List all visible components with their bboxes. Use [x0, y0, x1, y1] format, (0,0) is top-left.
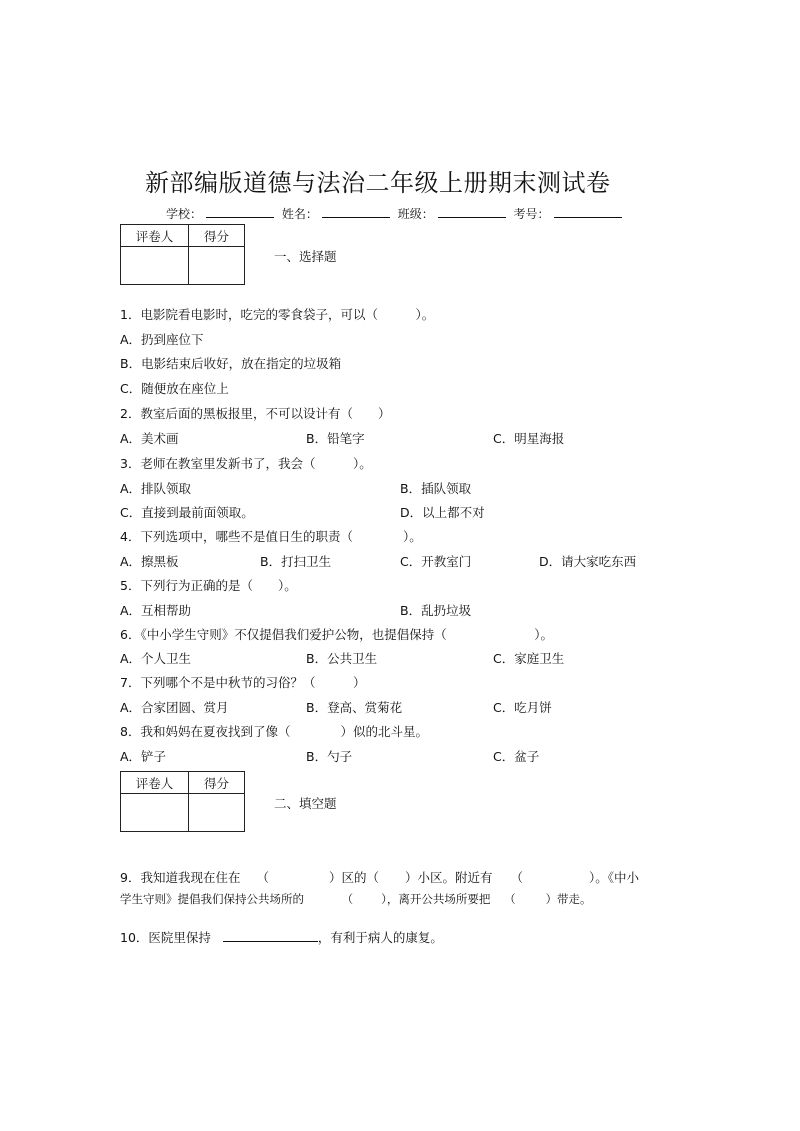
q7-stem: 7．下列哪个不是中秋节的习俗？（ ） [120, 675, 366, 690]
q10-blank[interactable] [223, 929, 318, 942]
q9-line1 [120, 868, 639, 886]
section-two-title: 二、填空题 [274, 796, 337, 811]
info-line [166, 205, 626, 222]
q8-option-c: C．盆子 [493, 749, 540, 764]
q4-option-b: B．打扫卫生 [260, 554, 332, 569]
score-cell[interactable] [189, 247, 245, 285]
q7-option-c: C．吃月饼 [493, 700, 552, 715]
q4-option-d: D．请大家吃东西 [539, 554, 637, 569]
q2-option-a: A．美术画 [120, 431, 179, 446]
q10-line [120, 928, 443, 946]
grader-header: 评卷人 [121, 772, 189, 794]
q5-option-a: A．互相帮助 [120, 603, 192, 618]
grader-header: 评卷人 [121, 225, 189, 247]
score-header: 得分 [189, 772, 245, 794]
score-table-1 [120, 224, 245, 285]
q9-text-6: ）。《中小 [589, 870, 640, 885]
q9-text-5: （ [510, 870, 523, 885]
q9-text-7: 学生守则》提倡我们保持公共场所的 [120, 892, 304, 906]
score-table-2 [120, 771, 245, 832]
q3-option-a: A．排队领取 [120, 481, 192, 496]
q5-option-b: B．乱扔垃圾 [400, 603, 472, 618]
q3-stem: 3．老师在教室里发新书了，我会（ ）。 [120, 456, 372, 471]
page-title: 新部编版道德与法治二年级上册期末测试卷 [145, 169, 611, 197]
q4-stem: 4．下列选项中，哪些不是值日生的职责（ ）。 [120, 529, 422, 544]
q1-option-c: C．随便放在座位上 [120, 381, 229, 396]
school-label: 学校： [166, 207, 203, 221]
q9-text-9: ） [381, 892, 387, 906]
q4-option-c: C．开教室门 [400, 554, 472, 569]
section-one-title: 一、选择题 [274, 249, 337, 264]
name-label: 姓名： [281, 207, 318, 221]
q6-option-a: A．个人卫生 [120, 651, 192, 666]
number-label: 考号： [513, 207, 550, 221]
class-field[interactable] [438, 205, 506, 218]
q1-stem: 1．电影院看电影时，吃完的零食袋子，可以（ ）。 [120, 307, 435, 322]
q8-option-a: A．铲子 [120, 749, 167, 764]
score-header: 得分 [189, 225, 245, 247]
q3-option-d: D．以上都不对 [400, 505, 485, 520]
q6-stem: 6．《中小学生守则》不仅提倡我们爱护公物，也提倡保持（ ）。 [120, 627, 553, 642]
q2-option-c: C．明星海报 [493, 431, 565, 446]
q10-text-after: ，有利于病人的康复。 [317, 930, 443, 945]
q8-option-b: B．勺子 [306, 749, 353, 764]
q2-stem: 2．教室后面的黑板报里，不可以设计有（ ） [120, 406, 391, 421]
school-field[interactable] [206, 205, 274, 218]
q1-option-a: A．扔到座位下 [120, 332, 204, 347]
q6-option-b: B．公共卫生 [306, 651, 378, 666]
q9-text-12: ）带走。 [545, 892, 592, 906]
name-field[interactable] [322, 205, 390, 218]
q10-text-before: 10．医院里保持 [120, 930, 211, 945]
q8-stem: 8．我和妈妈在夏夜找到了像（ ）似的北斗星。 [120, 724, 428, 739]
q9-text-1: 9．我知道我现在住在 [120, 870, 241, 885]
grader-cell[interactable] [121, 794, 189, 832]
q2-option-b: B．铅笔字 [306, 431, 365, 446]
q9-text-3: ）区的（ [328, 870, 379, 885]
q9-text-4: ）小区。附近有 [404, 870, 493, 885]
q7-option-a: A．合家团圆、赏月 [120, 700, 229, 715]
q1-option-b: B．电影结束后收好，放在指定的垃圾箱 [120, 356, 342, 371]
q9-text-11: （ [504, 892, 516, 906]
q5-stem: 5．下列行为正确的是（ ）。 [120, 578, 297, 593]
q4-option-a: A．擦黑板 [120, 554, 179, 569]
grader-cell[interactable] [121, 247, 189, 285]
number-field[interactable] [554, 205, 622, 218]
q9-text-2: （ [256, 870, 269, 885]
q6-option-c: C．家庭卫生 [493, 651, 565, 666]
class-label: 班级： [397, 207, 434, 221]
q9-line2 [120, 891, 592, 907]
q9-text-10: ，离开公共场所要把 [386, 892, 491, 906]
q3-option-c: C．直接到最前面领取。 [120, 505, 254, 520]
score-cell[interactable] [189, 794, 245, 832]
q7-option-b: B．登高、赏菊花 [306, 700, 403, 715]
q3-option-b: B．插队领取 [400, 481, 472, 496]
q9-text-8: （ [341, 892, 354, 906]
